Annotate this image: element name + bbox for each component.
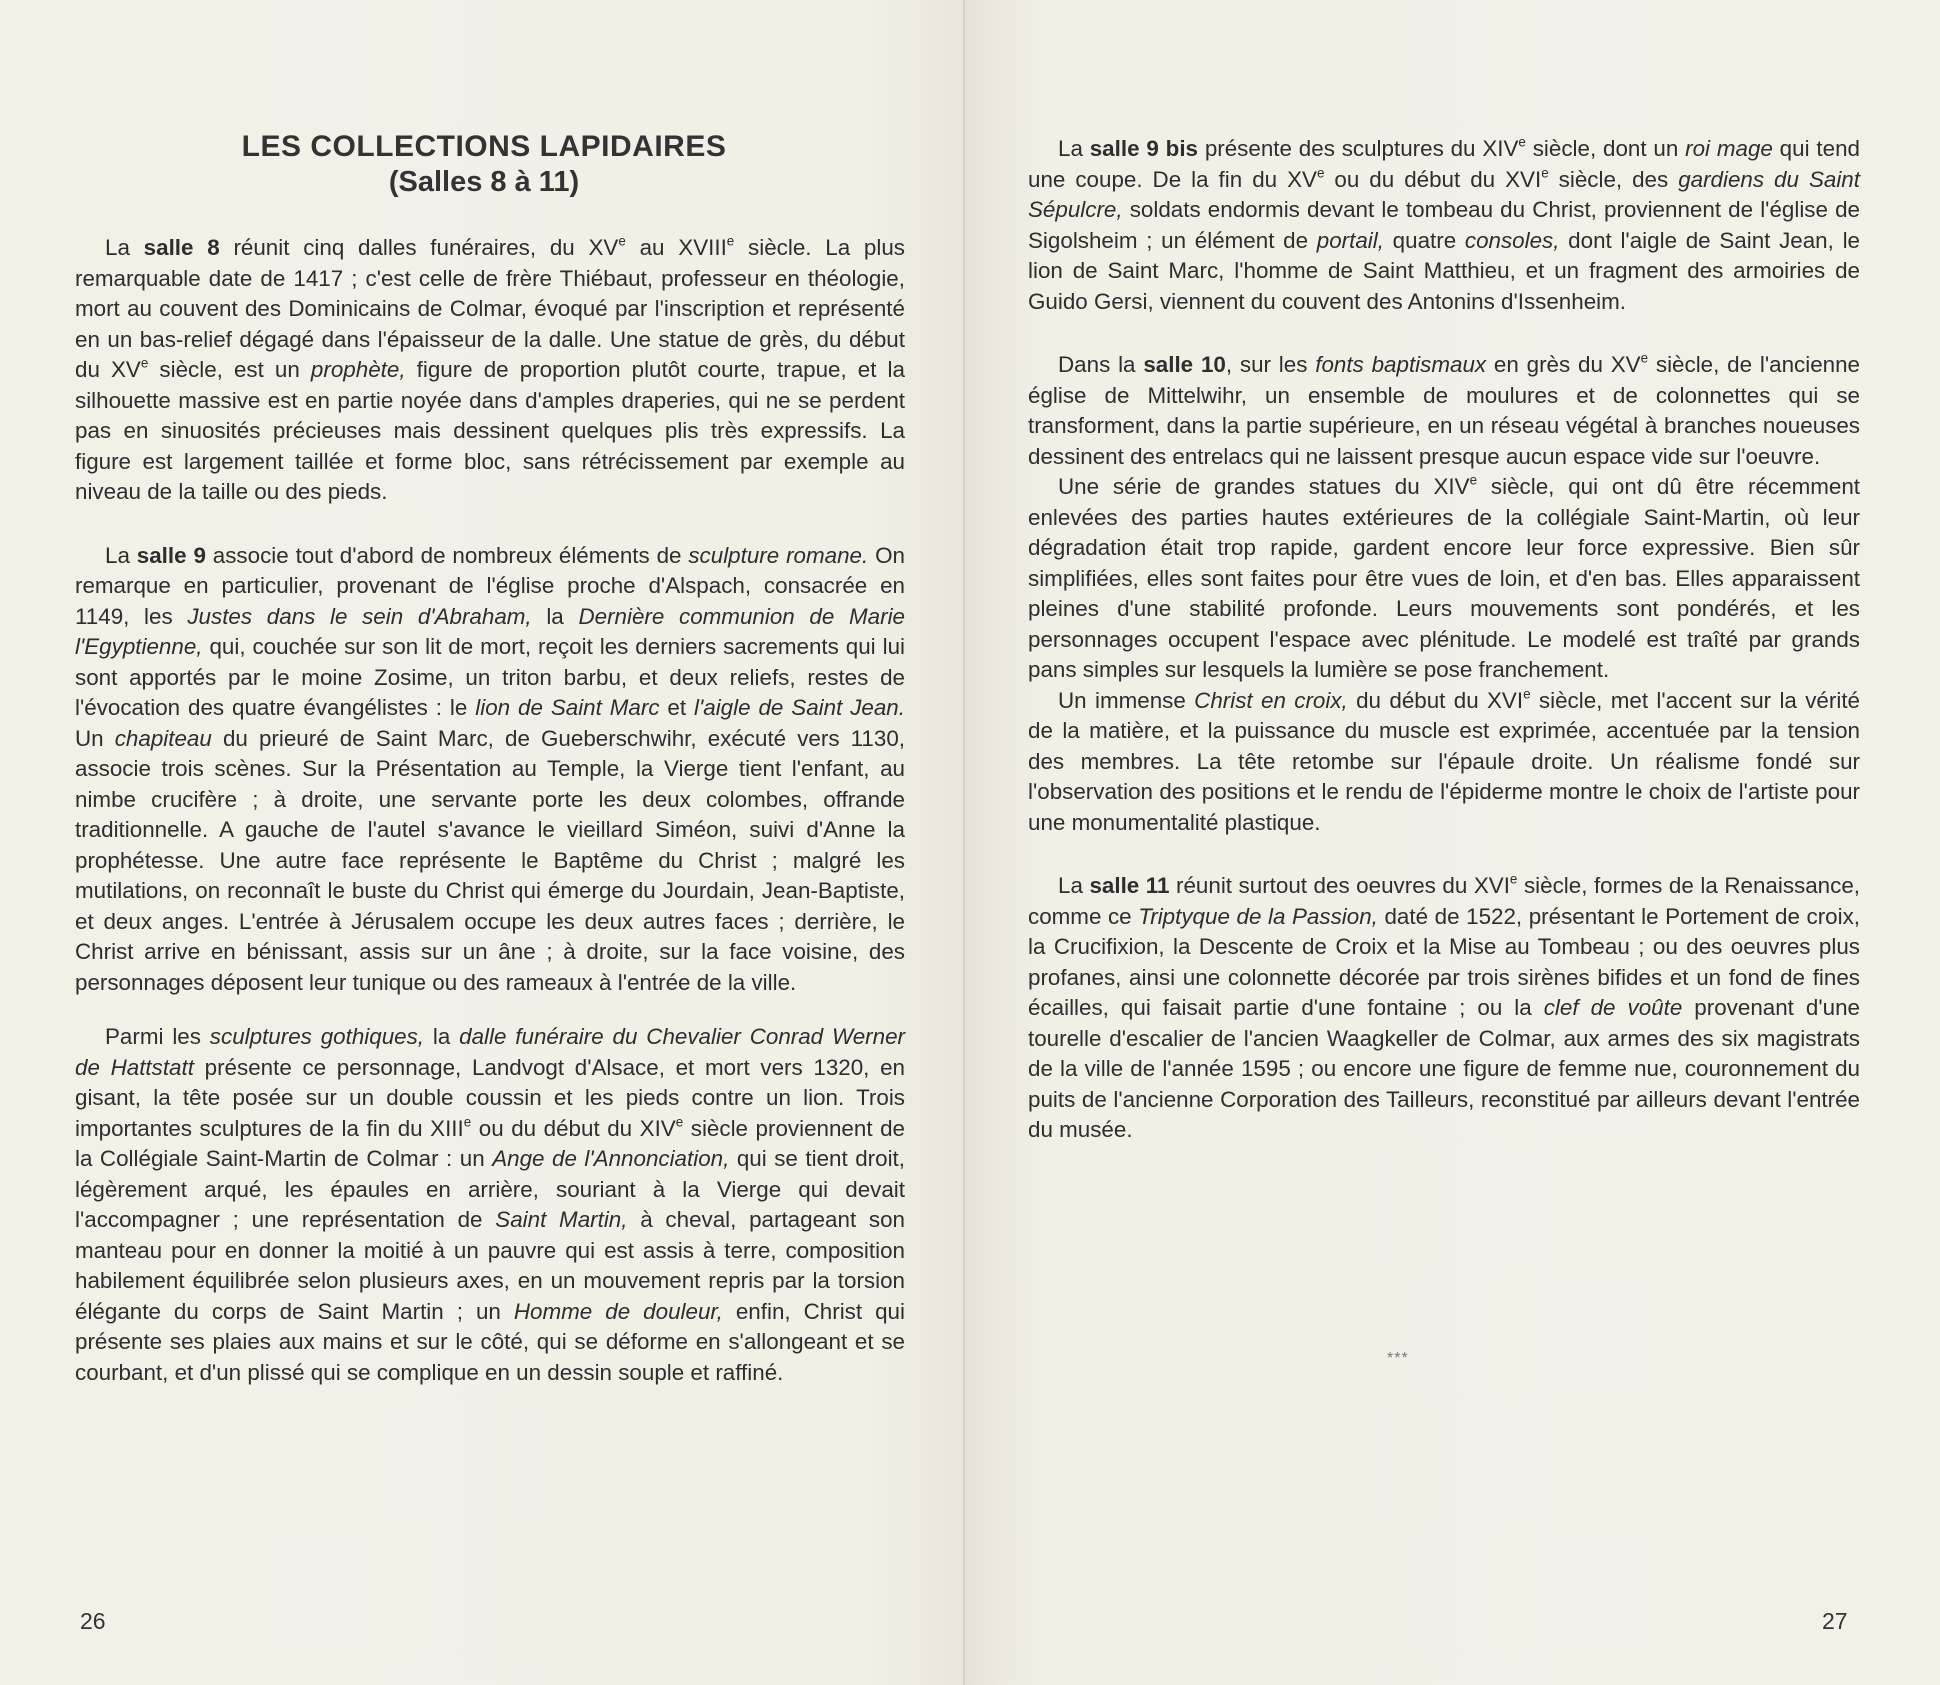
paragraph-statues: Une série de grandes statues du XIVe siècle, qui ont dû être récemment enlevées des parties hautes extérieures de la collégiale Saint-Martin, où leur dégradation était trop rapide, gardent encore leur force expressive. Bien sûr simplifiées, elles sont faites pour être vues de loin, et d'en bas. Elles apparaissent pleines d'une stabilité profonde. Leurs mouvements sont pondérés, et les personnages occupent l'espace avec plénitude. Le modelé est traîté par grands pans simples sur lesquels la lumière se pose franchement.: [1028, 472, 1860, 682]
right-text-column: [1028, 134, 1860, 1146]
section-separator: ***: [1387, 1350, 1409, 1367]
paragraph-salle-9-bis: La salle 9 bis présente des sculptures du XIVe siècle, dont un roi mage qui tend une coupe. De la fin du XVe ou du début du XVIe siècle, des gardiens du Saint Sépulcre, soldats endormis devant le tombeau du Christ, proviennent de l'église de Sigolsheim ; un élément de portail, quatre consoles, dont l'aigle de Saint Jean, le lion de Saint Marc, l'homme de Saint Matthieu, et un fragment des armoiries de Guido Gersi, viennent du couvent des Antonins d'Issenheim.: [1028, 134, 1860, 314]
paragraph-salle-8: La salle 8 réunit cinq dalles funéraires, du XVe au XVIIIe siècle. La plus remarquable date de 1417 ; c'est celle de frère Thiébaut, professeur en théologie, mort au couvent des Dominicains de Colmar, évoqué par l'inscription et représenté en un bas-relief dégagé dans l'épaisseur de la dalle. Une statue de grès, du début du XVe siècle, est un prophète, figure de proportion plutôt courte, trapue, et la silhouette massive est en partie noyée dans d'amples draperies, qui ne se perdent pas en sinuosités précieuses mais dessinent quelques plis très expressifs. La figure est largement taillée et forme bloc, sans rétrécissement par exemple au niveau de la taille ou des pieds.: [75, 233, 905, 504]
paragraph-salle-10: Dans la salle 10, sur les fonts baptismaux en grès du XVe siècle, de l'ancienne église de Mittelwihr, un ensemble de moulures et de colonnettes qui se transforment, dans la partie supérieure, en un réseau végétal à branches noueuses dessinent des entrelacs qui ne laissent presque aucun espace vide sur l'oeuvre.: [1028, 350, 1860, 469]
paragraph-gothic-sculptures: Parmi les sculptures gothiques, la dalle funéraire du Chevalier Conrad Werner de Hattstatt présente ce personnage, Landvogt d'Alsace, et mort vers 1320, en gisant, la tête posée sur un double coussin et les pieds contre un lion. Trois importantes sculptures de la fin du XIIIe ou du début du XIVe siècle proviennent de la Collégiale Saint-Martin de Colmar : un Ange de l'Annonciation, qui se tient droit, légèrement arqué, les épaules en arrière, souriant à la Vierge qui devait l'accompagner ; une représentation de Saint Martin, à cheval, partageant son manteau pour en donner la moitié à un pauvre qui est assis à terre, composition habilement équilibrée selon plusieurs axes, en un mouvement repris par la torsion élégante du corps de Saint Martin ; un Homme de douleur, enfin, Christ qui présente ses plaies aux mains et sur le côté, qui se déforme en s'allongeant et se courbant, et d'un plissé qui se complique en un dessin souple et raffiné.: [75, 1024, 906, 1385]
paragraph-christ-en-croix: Un immense Christ en croix, du début du XVIe siècle, met l'accent sur la vérité de la matière, et la puissance du muscle est exprimée, accentuée par la tension des membres. La tête retombe sur l'épaule droite. Un réalisme fondé sur l'observation des positions et le rendu de l'épiderme montre le choix de l'artiste pour une monumentalité plastique.: [1028, 686, 1860, 835]
left-text-column: [75, 233, 905, 1388]
paragraph-salle-9: La salle 9 associe tout d'abord de nombreux éléments de sculpture romane. On remarque en particulier, provenant de l'église proche d'Alspach, consacrée en 1149, les Justes dans le sein d'Abraham, la Dernière communion de Marie l'Egyptienne, qui, couchée sur son lit de mort, reçoit les derniers sacrements qui lui sont apportés par le moine Zosime, un triton barbu, et deux reliefs, restes de l'évocation des quatre évangélistes : le lion de Saint Marc et l'aigle de Saint Jean. Un chapiteau du prieuré de Saint Marc, de Gueberschwihr, exécuté vers 1130, associe trois scènes. Sur la Présentation au Temple, la Vierge tient l'enfant, au nimbe crucifère ; à droite, une servante porte les deux colombes, offrande traditionnelle. A gauche de l'autel s'avance le vieillard Siméon, suivi d'Anne la prophétesse. Une autre face représente le Baptême du Christ ; malgré les mutilations, on reconnaît le buste du Christ qui émerge du Jourdain, Jean-Baptiste, et deux anges. L'entrée à Jérusalem occupe les deux autres faces ; derrière, le Christ arrive en bénissant, assis sur un âne ; à droite, sur la face voisine, des personnages déposent leur tunique ou des rameaux à l'entrée de la ville.: [75, 542, 905, 995]
page-subtitle: (Salles 8 à 11): [388, 166, 580, 198]
page-number-right: 27: [1822, 1608, 1848, 1634]
page-number-left: 26: [80, 1608, 106, 1634]
room-label: salle 9: [136, 542, 206, 568]
room-label: salle 11: [1089, 873, 1170, 898]
room-label: salle 8: [143, 235, 220, 260]
page-title: LES COLLECTIONS LAPIDAIRES: [241, 130, 727, 163]
left-page: [0, 0, 965, 1685]
room-label: salle 9 bis: [1089, 136, 1198, 161]
room-label: salle 10: [1143, 352, 1226, 377]
paragraph-salle-11: La salle 11 réunit surtout des oeuvres du XVIe siècle, formes de la Renaissance, comme ce Triptyque de la Passion, daté de 1522, présentant le Portement de croix, la Crucifixion, la Descente de Croix et la Mise au Tombeau ; ou des oeuvres plus profanes, ainsi une colonnette décorée par trois sirènes bifides et un fond de fines écailles, qui faisait partie d'une fontaine ; ou la clef de voûte provenant d'une tourelle d'escalier de l'ancien Waagkeller de Colmar, aux armes des six magistrats de la ville de l'année 1595 ; ou encore une figure de femme nue, couronnement du puits de l'ancienne Corporation des Tailleurs, reconstitué par ailleurs devant l'entrée du musée.: [1028, 871, 1861, 1142]
